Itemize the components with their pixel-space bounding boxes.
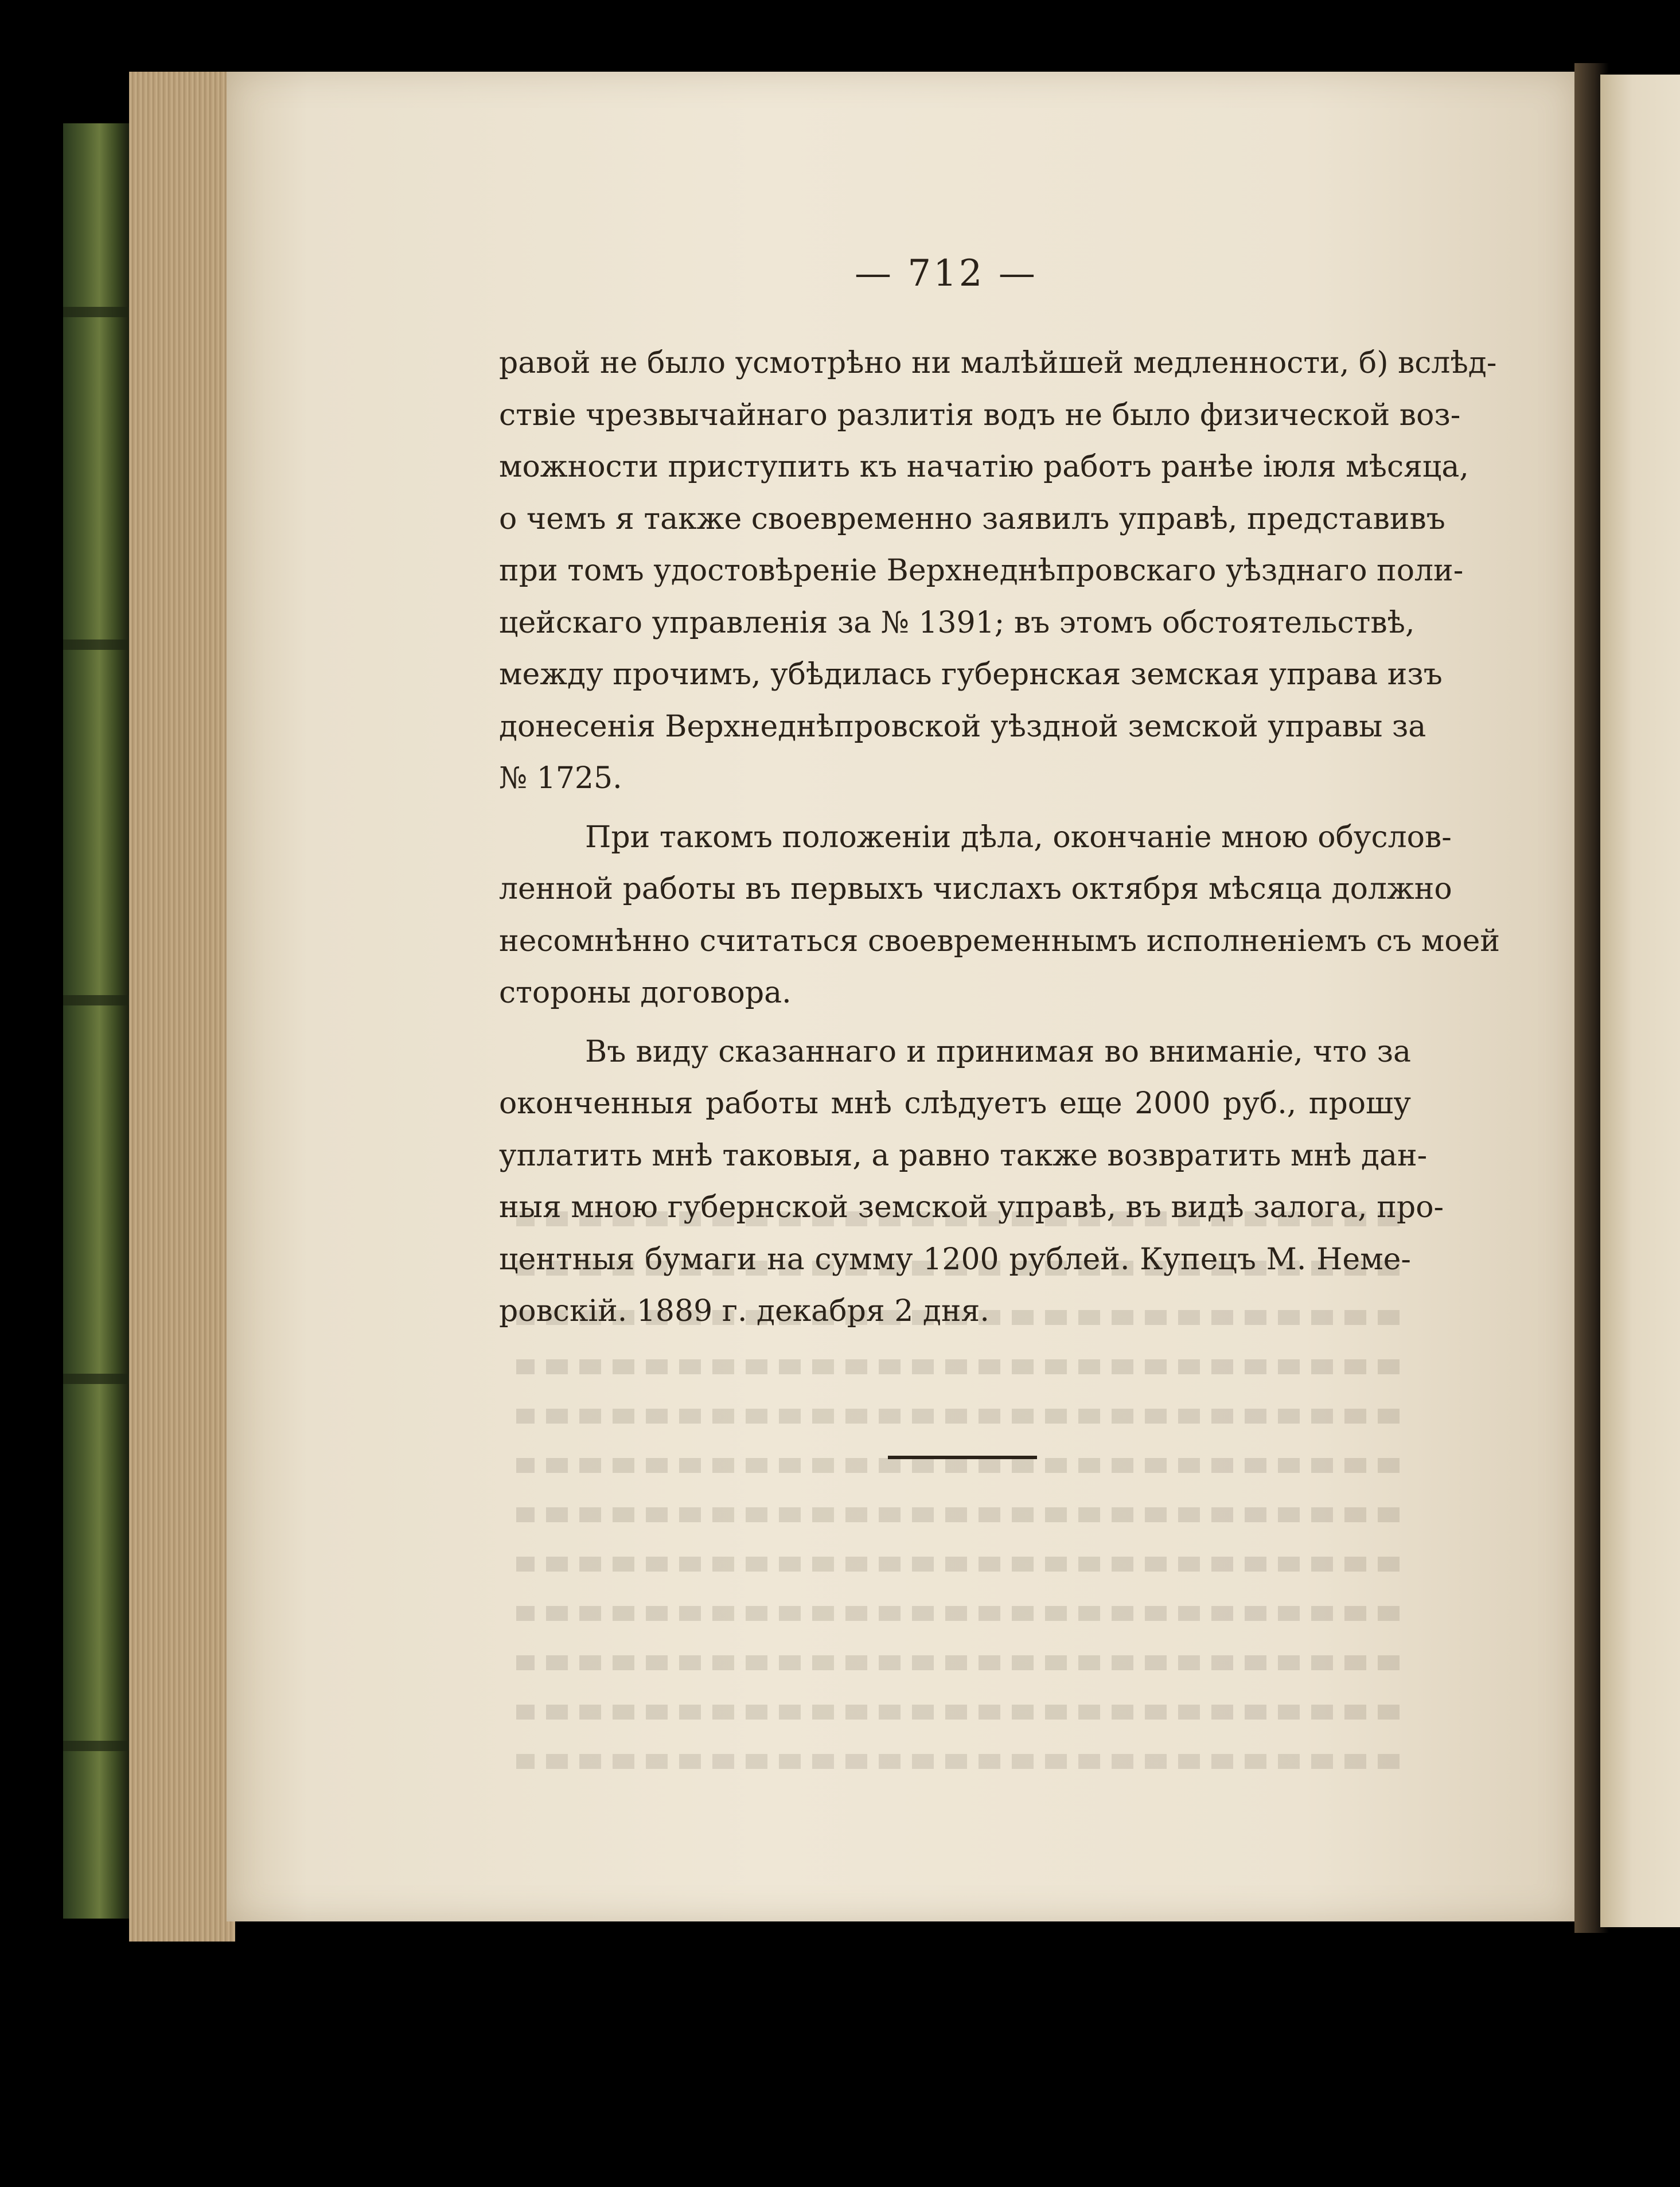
spine-band [63, 1374, 129, 1384]
text-line: оконченныя работы мнѣ слѣдуетъ еще 2000 руб., прошу [499, 1086, 1411, 1121]
text-line: ныя мною губернской земской управѣ, въ видѣ залога, про- [499, 1190, 1444, 1225]
paragraph [499, 337, 1497, 805]
spine-band [63, 1741, 129, 1751]
text-line: При такомъ положеніи дѣла, окончаніе мною обуслов- [585, 820, 1452, 855]
text-line: между прочимъ, убѣдилась губернская земская управа изъ [499, 657, 1443, 692]
section-rule [888, 1456, 1037, 1459]
text-line: Въ виду сказаннаго и принимая во вниманіе, что за [585, 1034, 1411, 1069]
text-line: уплатить мнѣ таковыя, а равно также возвратить мнѣ дан- [499, 1138, 1428, 1173]
text-line: можности приступить къ начатію работъ ранѣе іюля мѣсяца, [499, 450, 1469, 484]
spine-band [63, 640, 129, 650]
paragraph [499, 812, 1500, 1019]
text-line: несомнѣнно считаться своевременнымъ исполненіемъ съ моей [499, 923, 1500, 958]
body-text [499, 337, 1500, 1338]
text-line: донесенія Верхнеднѣпровской уѣздной земской управы за [499, 709, 1426, 744]
text-line: стороны договора. [499, 976, 792, 1010]
text-line: при томъ удостовѣреніе Верхнеднѣпровскаго уѣзднаго поли- [499, 553, 1464, 588]
paragraph [499, 1026, 1444, 1338]
spine-band [63, 307, 129, 317]
text-line: ровскій. 1889 г. декабря 2 дня. [499, 1294, 989, 1328]
text-line: ствіе чрезвычайнаго разлитія водъ не было физической воз- [499, 397, 1461, 432]
spine-band [63, 995, 129, 1005]
text-line: цейскаго управленія за № 1391; въ этомъ обстоятельствѣ, [499, 605, 1415, 640]
text-line: центныя бумаги на сумму 1200 рублей. Купецъ М. Неме- [499, 1242, 1411, 1277]
text-line: ленной работы въ первыхъ числахъ октября мѣсяца должно [499, 872, 1452, 906]
page-edges [129, 72, 235, 1942]
text-line: о чемъ я также своевременно заявилъ управѣ, представивъ [499, 501, 1445, 536]
book-spine [63, 123, 129, 1919]
facing-page-edge [1600, 75, 1680, 1927]
text-line: равой не было усмотрѣно ни малѣйшей медленности, б) вслѣд- [499, 346, 1497, 380]
text-line: № 1725. [499, 761, 622, 796]
page-number: — 712 — [855, 252, 1038, 295]
